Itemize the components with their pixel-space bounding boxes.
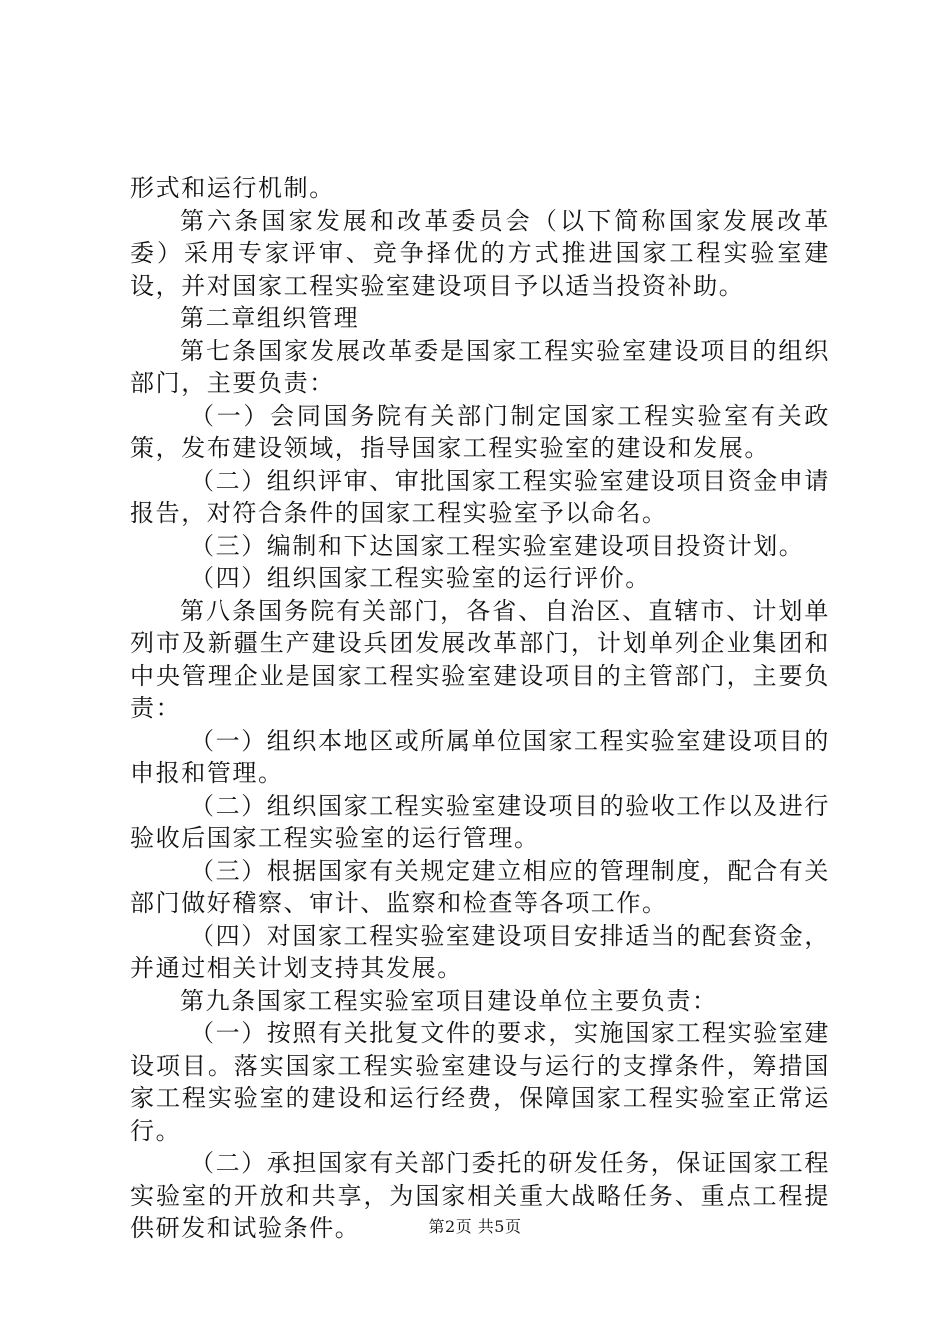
document-body <box>130 172 830 1245</box>
list-item: （二）承担国家有关部门委托的研发任务，保证国家工程实验室的开放和共享，为国家相关重大战略任务、重点工程提供研发和试验条件。 <box>130 1149 830 1242</box>
list-item: （二）组织国家工程实验室建设项目的验收工作以及进行验收后国家工程实验室的运行管理。 <box>130 791 830 852</box>
list-item: （一）按照有关批复文件的要求，实施国家工程实验室建设项目。落实国家工程实验室建设与运行的支撑条件，筹措国家工程实验室的建设和运行经费，保障国家工程实验室正常运行。 <box>130 1019 830 1145</box>
list-item: （一）会同国务院有关部门制定国家工程实验室有关政策，发布建设领域，指导国家工程实验室的建设和发展。 <box>130 401 830 462</box>
list-item: （二）组织评审、审批国家工程实验室建设项目资金申请报告，对符合条件的国家工程实验室予以命名。 <box>130 466 830 527</box>
paragraph-article-9: 第九条国家工程实验室项目建设单位主要负责： <box>180 986 718 1015</box>
list-item: （四）组织国家工程实验室的运行评价。 <box>190 564 651 592</box>
list-item: （四）对国家工程实验室建设项目安排适当的配套资金，并通过相关计划支持其发展。 <box>130 921 830 982</box>
list-item: （三）编制和下达国家工程实验室建设项目投资计划。 <box>190 531 805 560</box>
paragraph-continuation: 形式和运行机制。 <box>130 174 335 202</box>
paragraph-article-7: 第七条国家发展改革委是国家工程实验室建设项目的组织部门，主要负责： <box>130 336 830 397</box>
list-item: （三）根据国家有关规定建立相应的管理制度，配合有关部门做好稽察、审计、监察和检查等各项工作。 <box>130 856 830 917</box>
page-number-footer: 第2页 共5页 <box>428 1217 522 1236</box>
chapter-heading: 第二章组织管理 <box>180 304 360 332</box>
paragraph-article-8: 第八条国务院有关部门，各省、自治区、直辖市、计划单列市及新疆生产建设兵团发展改革部门，计划单列企业集团和中央管理企业是国家工程实验室建设项目的主管部门，主要负责： <box>130 596 830 722</box>
paragraph-article-6: 第六条国家发展和改革委员会（以下简称国家发展改革委）采用专家评审、竞争择优的方式推进国家工程实验室建设，并对国家工程实验室建设项目予以适当投资补助。 <box>130 206 830 300</box>
list-item: （一）组织本地区或所属单位国家工程实验室建设项目的申报和管理。 <box>130 726 830 787</box>
